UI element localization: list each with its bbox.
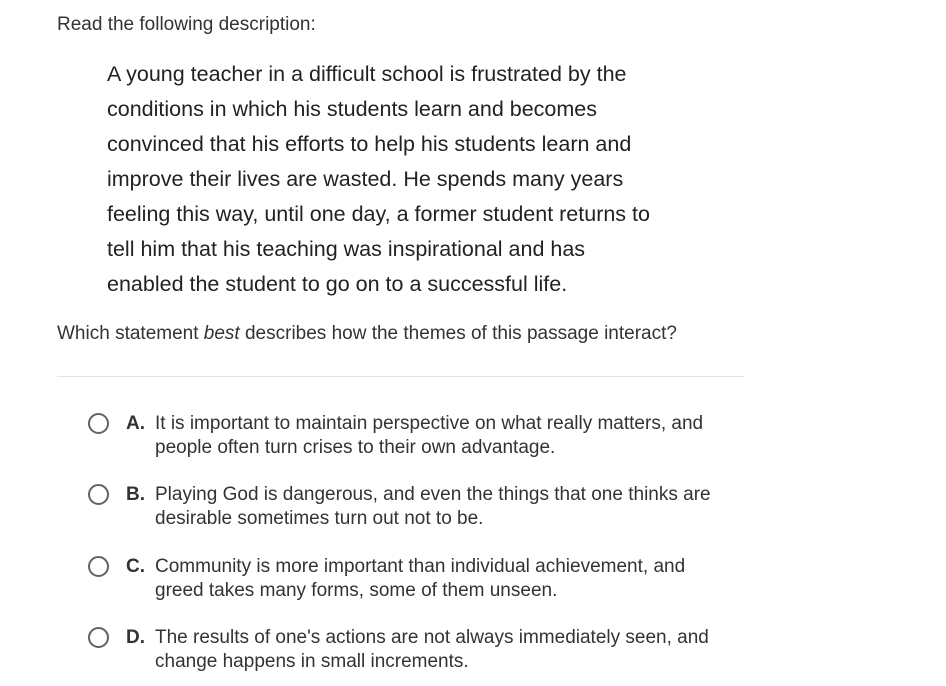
passage xyxy=(107,57,707,302)
choice-text[interactable] xyxy=(155,483,755,531)
question-text-before: Which statement xyxy=(57,323,204,344)
choice-text-line: The results of one's actions are not always immediately seen, and xyxy=(155,627,709,648)
divider xyxy=(57,376,744,377)
choice-letter: B. xyxy=(126,484,145,505)
radio-button-b[interactable] xyxy=(88,484,109,505)
choice-text-line: change happens in small increments. xyxy=(155,651,469,672)
answer-choice-b[interactable] xyxy=(86,483,766,535)
radio-button-c[interactable] xyxy=(88,556,109,577)
passage-line: tell him that his teaching was inspirational and has xyxy=(107,237,586,261)
choice-text-line: It is important to maintain perspective on what really matters, and xyxy=(155,413,704,434)
answer-choice-d[interactable] xyxy=(86,626,766,678)
choice-text[interactable] xyxy=(155,555,755,603)
passage-line: convinced that his efforts to help his students learn and xyxy=(107,132,632,156)
passage-line: improve their lives are wasted. He spends many years xyxy=(107,167,624,191)
choice-text-line: greed takes many forms, some of them unseen. xyxy=(155,580,558,601)
question-prompt xyxy=(57,321,677,347)
choice-text-line: Playing God is dangerous, and even the things that one thinks are xyxy=(155,484,711,505)
answer-choice-a[interactable] xyxy=(86,412,766,464)
choice-text[interactable] xyxy=(155,626,755,674)
question-emphasis: best xyxy=(203,323,240,344)
radio-button-a[interactable] xyxy=(88,413,109,434)
choice-text-line: Community is more important than individual achievement, and xyxy=(155,556,686,577)
choice-letter: D. xyxy=(126,627,145,648)
instruction-text: Read the following description: xyxy=(57,14,316,35)
choice-text-line: desirable sometimes turn out not to be. xyxy=(155,508,484,529)
passage-line: A young teacher in a difficult school is frustrated by the xyxy=(107,62,627,86)
choice-letter: A. xyxy=(126,413,145,434)
answer-choice-c[interactable] xyxy=(86,555,766,607)
passage-line: feeling this way, until one day, a former student returns to xyxy=(107,202,650,226)
radio-button-d[interactable] xyxy=(88,627,109,648)
question-text-after: describes how the themes of this passage interact? xyxy=(239,323,677,344)
passage-line: enabled the student to go on to a successful life. xyxy=(107,272,568,296)
choice-text[interactable] xyxy=(155,412,755,460)
choice-letter: C. xyxy=(126,556,145,577)
passage-line: conditions in which his students learn and becomes xyxy=(107,97,598,121)
choice-text-line: people often turn crises to their own advantage. xyxy=(155,437,556,458)
